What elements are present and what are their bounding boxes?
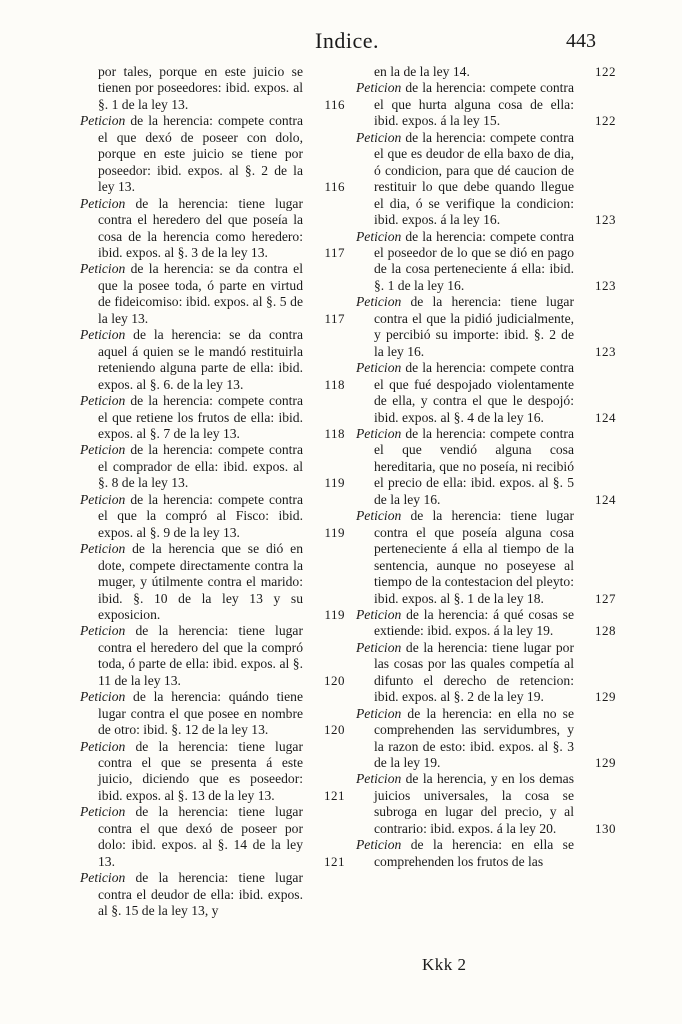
entry-description: de la herencia: compete contra el que la compró al Fisco: ibid. expos. al §. 9 de la ley 13. — [98, 491, 303, 540]
entry-text — [356, 771, 616, 837]
entry-description: de la herencia: compete contra el que vendió alguna cosa hereditaria, que no poseía, ni recibió el precio de ella: ibid. expos. al §. 5 de la ley 16. — [374, 425, 574, 507]
index-entry — [80, 196, 345, 262]
entry-description: de la herencia: compete contra el que dexó de poseer con dolo, porque en este juicio se tiene por poseedor: ibid. expos. al §. 2 de la ley 13. — [98, 113, 303, 195]
index-entry — [356, 64, 616, 80]
entry-description: de la herencia: tiene lugar por las cosas por las quales competía al difunto el derecho de retencion: ibid. expos. al §. 2 de la ley 19. — [374, 639, 574, 705]
entry-text — [80, 327, 345, 393]
entry-text — [356, 640, 616, 706]
entry-description: de la herencia: tiene lugar contra el que se presenta á este juicio, diciendo que es poseedor: ibid. expos. al §. 13 de la ley 13. — [98, 738, 303, 803]
entry-description: de la herencia: compete contra el comprador de ella: ibid. expos. al §. 8 de la ley 13. — [98, 442, 303, 491]
entry-keyword: Peticion — [356, 508, 402, 524]
entry-text — [80, 541, 345, 623]
entry-keyword: Peticion — [356, 606, 402, 622]
entry-text — [80, 689, 345, 738]
entry-page-ref: 119 — [324, 524, 345, 540]
entry-text — [80, 804, 345, 870]
index-entry — [356, 640, 616, 706]
entry-keyword: Peticion — [356, 360, 402, 376]
signature-mark: Kkk 2 — [422, 955, 467, 974]
index-entry — [80, 739, 345, 805]
entry-page-ref: 123 — [595, 277, 616, 293]
entry-description: de la herencia: quándo tiene lugar contra el que posee en nombre de otro: ibid. §. 12 de la ley 13. — [98, 689, 303, 738]
entry-text — [356, 229, 616, 295]
entry-keyword: Peticion — [80, 327, 126, 343]
entry-page-ref: 116 — [324, 179, 345, 195]
entry-page-ref: 122 — [595, 113, 616, 129]
entry-text — [356, 508, 616, 607]
entry-keyword: Peticion — [356, 639, 402, 655]
entry-text — [356, 426, 616, 508]
entry-keyword: Peticion — [356, 837, 402, 853]
page-title: Indice. — [315, 28, 379, 53]
entry-description: en la de la ley 14. — [374, 64, 470, 79]
entry-description: de la herencia: compete contra el que fué despojado violentamente de ella, y contra el que le despojó: ibid. expos. al §. 4 de la ley 16. — [374, 360, 574, 425]
entry-page-ref: 122 — [595, 64, 616, 79]
entry-description: de la herencia que se dió en dote, compete directamente contra la muger, y útilmente contra el marido: ibid. §. 10 de la ley 13 y su exposicion. — [98, 541, 303, 622]
entry-page-ref: 123 — [595, 212, 616, 228]
entry-page-ref: 121 — [324, 787, 345, 803]
entry-keyword: Peticion — [80, 738, 126, 754]
index-entry — [356, 229, 616, 295]
entry-description: de la herencia: tiene lugar contra el heredero del que la compró toda, ó parte de ella: ibid. expos. al §. 11 de la ley 13. — [98, 623, 303, 688]
index-entry — [80, 541, 345, 623]
index-entry — [356, 426, 616, 508]
index-entry — [80, 870, 345, 919]
entry-keyword: Peticion — [356, 705, 402, 721]
index-entry — [356, 837, 616, 870]
entry-description: por tales, porque en este juicio se tienen por poseedores: ibid. expos. al §. 1 de la ley 13. — [98, 64, 303, 112]
index-entry — [356, 130, 616, 229]
index-entry — [80, 393, 345, 442]
entry-page-ref: 117 — [324, 244, 345, 260]
index-entry — [356, 706, 616, 772]
entry-text — [356, 607, 616, 640]
index-entry — [356, 607, 616, 640]
entry-keyword: Peticion — [80, 689, 126, 705]
entry-description: de la herencia: compete contra el que retiene los frutos de ella: ibid. expos. al §. 7 de la ley 13. — [98, 393, 303, 441]
entry-page-ref: 120 — [324, 722, 345, 738]
entry-page-ref: 129 — [595, 689, 616, 705]
entry-page-ref: 124 — [595, 491, 616, 507]
entry-page-ref: 117 — [324, 310, 345, 326]
entry-text — [80, 623, 345, 689]
entry-text — [356, 837, 616, 870]
entry-description: de la herencia: á qué cosas se extiende: ibid. expos. á la ley 19. — [374, 606, 574, 639]
entry-keyword: Peticion — [356, 425, 402, 441]
entry-page-ref: 129 — [595, 755, 616, 771]
entry-text — [356, 80, 616, 129]
entry-description: de la herencia: tiene lugar contra el deudor de ella: ibid. expos. al §. 15 de la ley 13, y — [98, 870, 303, 919]
index-entry — [356, 508, 616, 607]
index-entry — [356, 80, 616, 129]
index-entry — [80, 442, 345, 491]
entry-keyword: Peticion — [356, 228, 402, 244]
index-entry — [80, 492, 345, 541]
entry-page-ref: 118 — [324, 376, 345, 392]
entry-page-ref: 120 — [324, 672, 345, 688]
entry-text — [356, 294, 616, 360]
entry-text — [80, 442, 345, 491]
entry-page-ref: 123 — [595, 343, 616, 359]
entry-description: de la herencia: tiene lugar contra el heredero del que poseía la cosa de la herencia como heredero: ibid. expos. al §. 3 de la ley 13. — [98, 195, 303, 260]
entry-keyword: Peticion — [80, 195, 126, 211]
entry-page-ref: 119 — [324, 606, 345, 622]
entry-keyword: Peticion — [356, 80, 402, 96]
index-entry — [80, 689, 345, 738]
page-number: 443 — [566, 30, 596, 52]
index-entry — [80, 261, 345, 327]
entry-description: de la herencia: en ella no se comprehenden las servidumbres, y la razon de esto: ibid. expos. al §. 3 de la ley 19. — [374, 705, 574, 771]
entry-description: de la herencia: se da contra aquel á quien se le mandó restituirla reteniendo alguna parte de ella: ibid. expos. al §. 6. de la ley 13. — [98, 327, 303, 392]
entry-description: de la herencia: tiene lugar contra el que la pidió judicialmente, y percibió su importe: ibid. §. 2 de la ley 16. — [374, 294, 574, 359]
entry-page-ref: 124 — [595, 409, 616, 425]
index-entry — [80, 327, 345, 393]
entry-keyword: Peticion — [80, 393, 126, 409]
index-column-right — [356, 64, 616, 870]
entry-page-ref: 121 — [324, 853, 345, 869]
entry-text — [80, 64, 345, 113]
index-entry — [80, 64, 345, 113]
entry-text — [80, 196, 345, 262]
entry-page-ref: 130 — [595, 820, 616, 836]
entry-description: de la herencia: tiene lugar contra el que poseía alguna cosa perteneciente á ella al tiempo de la sentencia, aunque no poseyese al tiempo de la contestacion del pleyto: ibid. expos. al §. 1 de la ley 18. — [374, 508, 574, 606]
entry-keyword: Peticion — [80, 491, 126, 507]
entry-keyword: Peticion — [80, 870, 126, 886]
entry-keyword: Peticion — [80, 261, 126, 277]
entry-page-ref: 119 — [324, 475, 345, 491]
entry-keyword: Peticion — [356, 129, 402, 145]
entry-page-ref: 116 — [324, 96, 345, 112]
entry-keyword: Peticion — [356, 771, 402, 787]
index-entry — [80, 623, 345, 689]
entry-keyword: Peticion — [80, 623, 126, 639]
entry-text — [80, 261, 345, 327]
index-entry — [356, 294, 616, 360]
entry-text — [80, 393, 345, 442]
entry-description: de la herencia: compete contra el que es deudor de ella baxo de dia, ó condicion, para que dé caucion de restituir lo que debe quando llegue el dia, ó se verifique la condicion: ibid. expos. á la ley 16. — [374, 129, 574, 228]
entry-text — [356, 706, 616, 772]
entry-page-ref: 128 — [595, 623, 616, 639]
entry-description: de la herencia: tiene lugar contra el que dexó de poseer por dolo: ibid. expos. al §. 14 de la ley 13. — [98, 804, 303, 869]
entry-text — [356, 360, 616, 426]
entry-description: de la herencia: en ella se comprehenden los frutos de las — [374, 837, 574, 869]
index-entry — [356, 771, 616, 837]
entry-keyword: Peticion — [80, 804, 126, 820]
index-column-left — [80, 64, 345, 920]
entry-text — [356, 130, 616, 229]
page-header — [0, 28, 682, 58]
entry-description: de la herencia, y en los demas juicios universales, la cosa se subroga en lugar del precio, y al contrario: ibid. expos. á la ley 20. — [374, 771, 574, 836]
entry-keyword: Peticion — [80, 113, 126, 129]
entry-text — [356, 64, 616, 80]
entry-text — [80, 739, 345, 805]
entry-keyword: Peticion — [356, 294, 402, 310]
index-entry — [356, 360, 616, 426]
entry-keyword: Peticion — [80, 442, 126, 458]
entry-text — [80, 492, 345, 541]
entry-description: de la herencia: compete contra el que hurta alguna cosa de ella: ibid. expos. á la ley 15. — [374, 80, 574, 129]
entry-keyword: Peticion — [80, 541, 126, 557]
index-entry — [80, 804, 345, 870]
entry-description: de la herencia: se da contra el que la posee toda, ó parte en virtud de fideicomiso: ibid. expos. al §. 5 de la ley 13. — [98, 261, 303, 326]
entry-page-ref: 127 — [595, 590, 616, 606]
entry-description: de la herencia: compete contra el poseedor de lo que se dió en pago de la cosa perteneciente á ella: ibid. §. 1 de la ley 16. — [374, 228, 574, 293]
index-entry — [80, 113, 345, 195]
entry-text — [80, 870, 345, 919]
entry-page-ref: 118 — [324, 425, 345, 441]
entry-text — [80, 113, 345, 195]
